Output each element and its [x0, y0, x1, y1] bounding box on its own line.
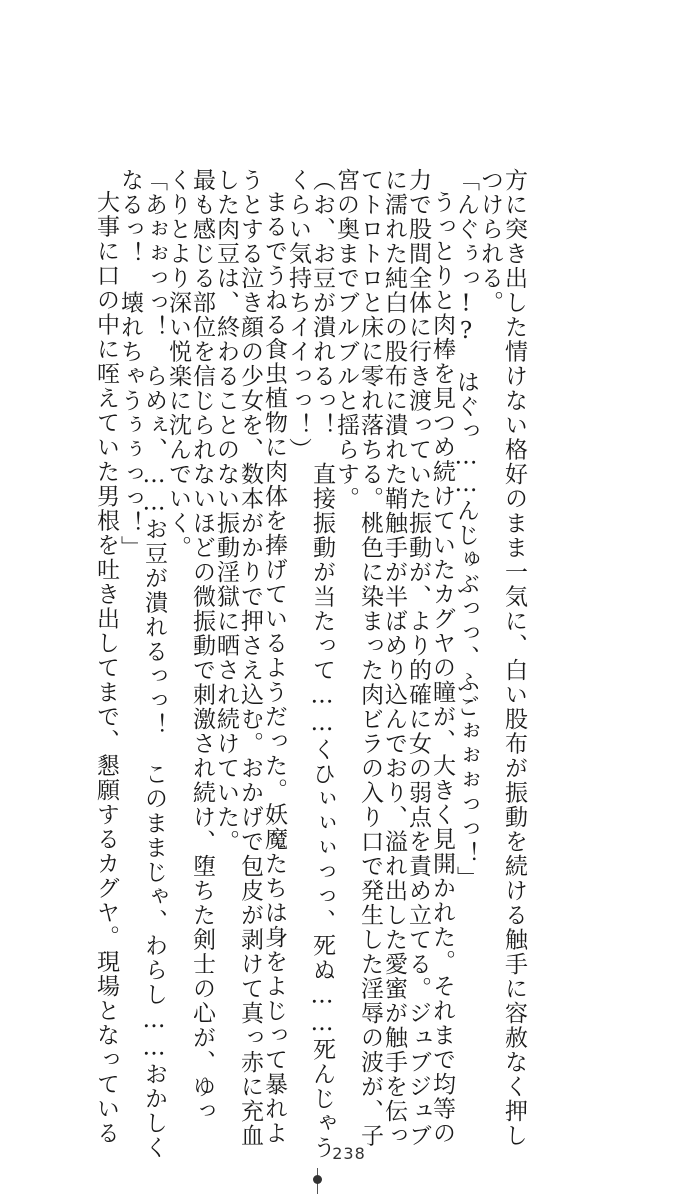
page-marker-dot [313, 1175, 322, 1184]
text-line-14: 最も感じる部位を信じられないほどの微振動で刺激され続け、堕ちた剣士の心が、ゆっ [189, 168, 215, 1124]
text-line-12: うとする泣き顔の少女を、数本がかりで押さえ込む。おかげで包皮が剥けて真っ赤に充血 [237, 168, 263, 1148]
text-line-16: 「あぉぉっっ！ らめぇ、……お豆が潰れるっっ！ このままじゃ、わらし……おかしく [141, 168, 167, 1160]
text-line-4: うっとりと肉棒を見つめ続けていたカグヤの瞳が、大きく見開かれた。それまで均等の [429, 190, 455, 1146]
text-line-5: 力で股間全体に行き渡っていた振動が、より的確に女の弱点を責め立てる。ジュブジュブ [405, 168, 431, 1148]
text-line-9: （お、お豆が潰れるっ！ 直接振動が当たって……くひぃぃぃっっ、死ぬ……死んじゃう [309, 168, 335, 1160]
text-line-7: てトロトロと床に零れ落ちる。桃色に染まった肉ビラの入り口で発生した淫辱の波が、子 [357, 168, 383, 1148]
text-line-3: 「んぐぅっ!? はぐっ……んじゅぶっっ、ふごぉぉぉっっ！」 [453, 168, 479, 891]
text-line-6: に濡れた純白の股布に潰れた鞘触手が半ばめり込んでおり、溢れ出した愛蜜が触手を伝っ [381, 168, 407, 1148]
vertical-text-block [90, 168, 530, 1168]
text-line-18: 大事に口の中に咥えていた男根を吐き出してまで、懇願するカグヤ。現場となっている [93, 190, 119, 1146]
text-line-13: した肉豆は、終わることのない振動淫獄に晒され続けていた。 [213, 168, 239, 854]
text-line-1: 方に突き出した情けない格好のまま一気に、白い股布が振動を続ける触手に容赦なく押し [501, 168, 527, 1148]
text-line-10: くらい気持ちイイっっ！） [285, 168, 311, 462]
text-line-8: 宮の奥までブルブルと揺らす。 [333, 168, 359, 511]
text-line-15: くりとより深い悦楽に沈んでいく。 [165, 168, 191, 560]
text-line-17: なるっ！ 壊れちゃうぅぅっっ！」 [117, 168, 143, 560]
page-number: 238 [332, 1144, 366, 1163]
text-line-11: まるでうねる食虫植物に肉体を捧げているようだった。妖魔たちは身をよじって暴れよ [261, 190, 287, 1146]
text-line-2: つけられる。 [477, 168, 503, 315]
